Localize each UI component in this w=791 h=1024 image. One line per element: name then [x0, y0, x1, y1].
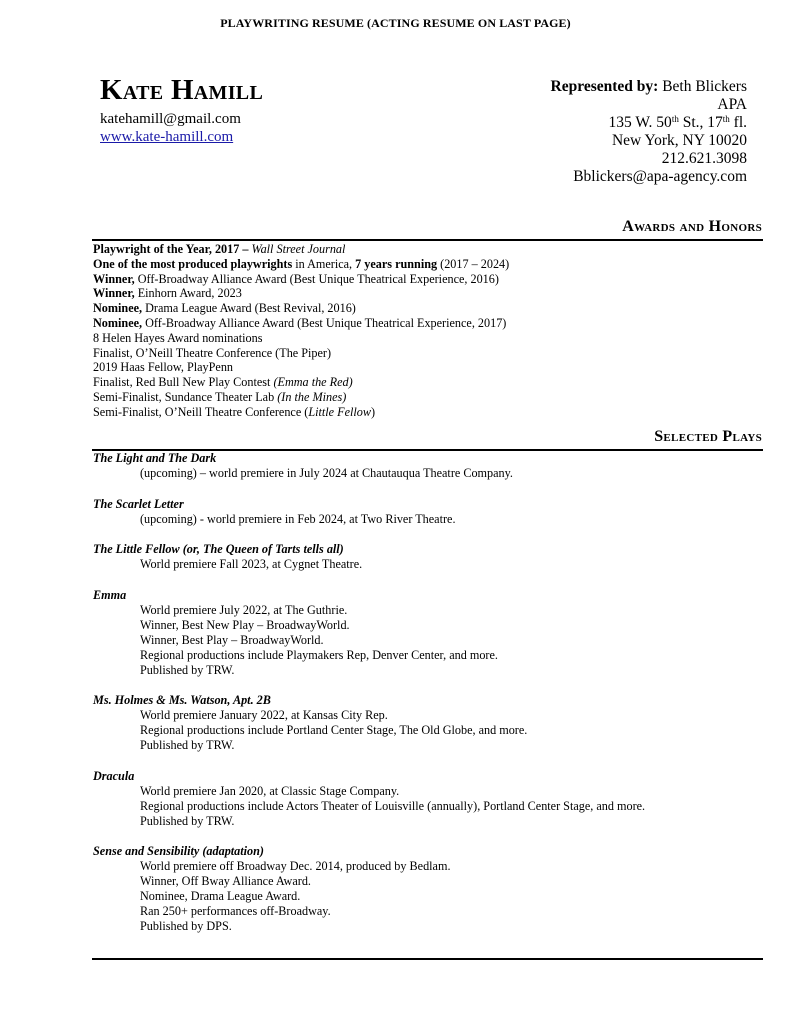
- representation-label: Represented by:: [550, 78, 659, 95]
- play-detail: (upcoming) – world premiere in July 2024 at Chautauqua Theatre Company.: [140, 466, 513, 480]
- play-entry: [93, 451, 763, 481]
- award-item: Winner, Einhorn Award, 2023: [93, 286, 242, 301]
- play-entry: [93, 844, 763, 934]
- play-detail: Published by TRW.: [140, 813, 235, 828]
- agency-name: APA: [717, 96, 747, 113]
- play-entry: [93, 769, 763, 829]
- award-item: Finalist, O’Neill Theatre Conference (The Piper): [93, 345, 332, 360]
- play-detail: World premiere Jan 2020, at Classic Stage Company.: [140, 783, 400, 798]
- play-title: The Scarlet Letter: [93, 496, 184, 511]
- play-detail: World premiere January 2022, at Kansas City Rep.: [140, 708, 388, 722]
- award-item: 2019 Haas Fellow, PlayPenn: [93, 360, 234, 375]
- play-title: The Light and The Dark: [93, 451, 217, 465]
- play-detail: (upcoming) - world premiere in Feb 2024, at Two River Theatre.: [140, 511, 456, 526]
- awards-divider: [92, 239, 763, 241]
- play-detail: Ran 250+ performances off-Broadway.: [140, 904, 331, 918]
- agency-email: Bblickers@apa-agency.com: [573, 168, 747, 185]
- play-title: Ms. Holmes & Ms. Watson, Apt. 2B: [93, 693, 271, 707]
- play-title: The Little Fellow (or, The Queen of Tarts tells all): [93, 542, 344, 556]
- play-title: Sense and Sensibility (adaptation): [93, 844, 264, 858]
- play-detail: Regional productions include Portland Center Stage, The Old Globe, and more.: [140, 723, 528, 737]
- awards-section-title: Awards and Honors: [622, 218, 762, 235]
- award-item: 8 Helen Hayes Award nominations: [93, 330, 263, 345]
- award-item: Nominee, Drama League Award (Best Revival, 2016): [93, 301, 356, 316]
- representation-block: [551, 78, 747, 186]
- author-name: Kate Hamill: [100, 74, 264, 106]
- agent-name: Beth Blickers: [662, 78, 747, 95]
- award-item: Semi-Finalist, Sundance Theater Lab (In the Mines): [93, 389, 347, 404]
- plays-section-title: Selected Plays: [654, 428, 762, 445]
- play-entry: [93, 588, 763, 678]
- award-item: Winner, Off-Broadway Alliance Award (Best Unique Theatrical Experience, 2016): [93, 271, 499, 286]
- play-title: Emma: [93, 587, 127, 602]
- play-detail: Published by TRW.: [140, 738, 235, 752]
- award-item: One of the most produced playwrights in America, 7 years running (2017 – 2024): [93, 256, 510, 271]
- agency-city: New York, NY 10020: [611, 132, 747, 149]
- award-item: Finalist, Red Bull New Play Contest (Emma the Red): [93, 375, 353, 390]
- document-header: PLAYWRITING RESUME (ACTING RESUME ON LAST PAGE): [220, 16, 571, 30]
- play-entry: [93, 693, 763, 753]
- play-entry: [93, 542, 763, 572]
- agency-phone: 212.621.3098: [661, 150, 747, 167]
- play-entry: [93, 497, 763, 527]
- award-item: Semi-Finalist, O’Neill Theatre Conference (Little Fellow): [93, 404, 376, 419]
- play-detail: Regional productions include Playmakers Rep, Denver Center, and more.: [140, 647, 498, 662]
- representation-agent-line: [551, 78, 747, 96]
- play-detail: World premiere off Broadway Dec. 2014, produced by Bedlam.: [140, 859, 451, 873]
- play-detail: World premiere July 2022, at The Guthrie.: [140, 602, 348, 617]
- award-item: Nominee, Off-Broadway Alliance Award (Best Unique Theatrical Experience, 2017): [93, 315, 507, 330]
- author-website-link[interactable]: www.kate-hamill.com: [100, 129, 234, 145]
- agency-address: 135 W. 50th St., 17th fl.: [608, 114, 747, 131]
- play-detail: Nominee, Drama League Award.: [140, 889, 301, 903]
- play-detail: Published by TRW.: [140, 662, 235, 677]
- plays-list: [93, 451, 763, 950]
- play-title: Dracula: [93, 768, 135, 783]
- play-detail: Published by DPS.: [140, 919, 232, 933]
- author-email: katehamill@gmail.com: [100, 111, 241, 127]
- play-detail: Winner, Best Play – BroadwayWorld.: [140, 632, 324, 647]
- award-item: Playwright of the Year, 2017 – Wall Street Journal: [93, 242, 346, 256]
- play-detail: Winner, Off Bway Alliance Award.: [140, 874, 311, 888]
- play-detail: World premiere Fall 2023, at Cygnet Theatre.: [140, 557, 363, 571]
- play-detail: Regional productions include Actors Theater of Louisville (annually), Portland Center Stage, and more.: [140, 798, 646, 813]
- bottom-divider: [92, 958, 763, 960]
- awards-list: [93, 242, 509, 420]
- play-detail: Winner, Best New Play – BroadwayWorld.: [140, 617, 350, 632]
